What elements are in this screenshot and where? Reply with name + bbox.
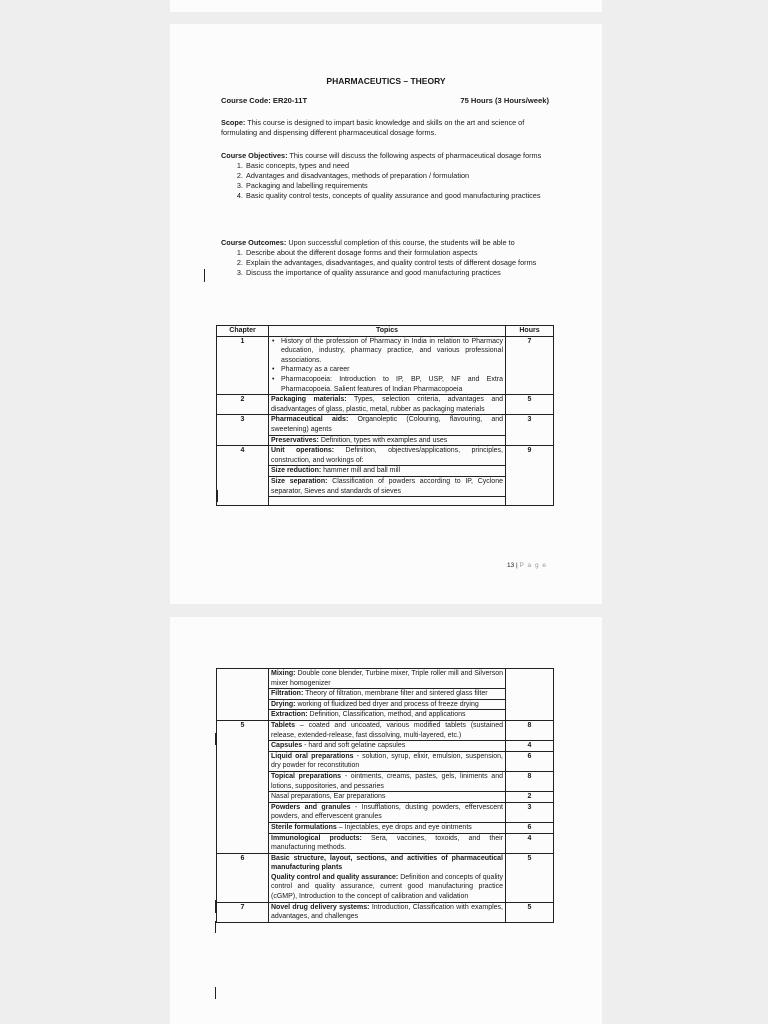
topic-text: Sera, vaccines, toxoids, and their manufacturing methods. <box>271 834 503 852</box>
topic-text: - hard and soft gelatine capsules <box>304 742 406 750</box>
hours-cell: 5 <box>506 853 554 902</box>
course-hours: 75 Hours (3 Hours/week) <box>460 96 549 105</box>
chapter-cell: 7 <box>217 902 269 922</box>
topic-text: Definition and concepts of quality control and quality assurance, current good manufacturing practice (cGMP), Introduction to the concept of calibration and validation <box>271 873 503 901</box>
topic-text: - Insufflations, dusting powders, effervescent powders, and effervescent granules <box>271 803 504 821</box>
hours-cell: 6 <box>506 751 554 771</box>
topics-cell <box>269 720 506 740</box>
hours-cell: 8 <box>506 720 554 740</box>
topics-cell <box>269 822 506 833</box>
topics-cell <box>269 853 506 902</box>
topic-text: - ointments, creams, pastes, gels, liniments and lotions, suppositories, and pessaries <box>271 772 503 790</box>
course-code-row <box>221 96 549 105</box>
topic-label: Mixing: <box>271 670 296 677</box>
objective-item: 1. Basic concepts, types and need <box>245 161 551 171</box>
topic-text: Theory of filtration, membrane filter and sintered glass filter <box>305 690 488 698</box>
topic-text: Double cone blender, Turbine mixer, Triple roller mill and Silverson mixer homogenizer <box>271 670 504 687</box>
chapter-cell: 1 <box>217 336 269 395</box>
scope-paragraph <box>221 118 551 138</box>
course-code: Course Code: ER20-11T <box>221 96 308 105</box>
scope-label: Scope: <box>221 118 246 127</box>
topic-label: Preservatives: <box>271 436 319 444</box>
chapter-cell: 2 <box>217 395 269 415</box>
topics-cell <box>269 802 506 822</box>
hours-cell: 3 <box>506 415 554 446</box>
topic-text: - solution, syrup, elixir, emulsion, suspension, dry powder for reconstitution <box>271 752 503 770</box>
topic-label: Quality control and quality assurance: <box>271 873 399 881</box>
previous-page-edge <box>170 0 602 12</box>
page-number-value: 13 | <box>506 562 520 569</box>
syllabus-table-continued <box>216 668 554 923</box>
topic-bullet: • Pharmacy as a career <box>281 365 503 375</box>
topic-label: Capsules <box>271 742 303 750</box>
hours-cell <box>506 669 554 721</box>
page-word: P a g e <box>519 562 547 569</box>
topics-cell <box>269 476 506 496</box>
hours-cell: 2 <box>506 792 554 803</box>
table-row <box>217 395 554 415</box>
change-bar <box>215 987 216 999</box>
header-chapter: Chapter <box>217 326 269 337</box>
document-page-14 <box>170 617 602 1024</box>
topic-label: Extraction: <box>271 711 308 719</box>
table-row <box>217 720 554 740</box>
topics-cell-empty <box>269 497 506 506</box>
topics-cell <box>269 466 506 477</box>
outcome-item: 2. Explain the advantages, disadvantages, and quality control tests of different dosage forms <box>245 258 551 268</box>
topic-label: Basic structure, layout, sections, and activities of pharmaceutical manufacturing plants <box>271 854 503 872</box>
header-topics: Topics <box>269 326 506 337</box>
objectives-text: This course will discuss the following aspects of pharmaceutical dosage forms <box>289 151 542 160</box>
topics-cell <box>269 395 506 415</box>
topics-cell <box>269 751 506 771</box>
topic-label: Packaging materials: <box>271 396 347 404</box>
topic-label: Drying: <box>271 700 296 708</box>
document-page-13 <box>170 24 602 604</box>
table-row <box>217 902 554 922</box>
topic-text: Definition, Classification, method, and applications <box>309 711 466 719</box>
table-header-row <box>217 326 554 337</box>
objective-item: 3. Packaging and labelling requirements <box>245 181 551 191</box>
topics-cell <box>269 771 506 791</box>
topic-bullet: • Pharmacopoeia: Introduction to IP, BP, USP, NF and Extra Pharmacopoeia. Salient features of Indian Pharmacopoeia <box>281 375 503 394</box>
chapter-cell-continued <box>217 669 269 721</box>
objective-item: 2. Advantages and disadvantages, methods of preparation / formulation <box>245 171 551 181</box>
topics-cell <box>269 336 506 395</box>
hours-cell: 3 <box>506 802 554 822</box>
hours-cell: 8 <box>506 771 554 791</box>
topic-text: working of fluidized bed dryer and process of freeze drying <box>297 700 479 708</box>
topic-text: Nasal preparations, Ear preparations <box>271 793 386 801</box>
course-title: PHARMACEUTICS – THEORY <box>326 76 446 86</box>
topic-text: Definition, types with examples and uses <box>320 436 448 444</box>
topic-bullet: • History of the profession of Pharmacy in India in relation to Pharmacy education, industry, pharmacy practice, and various professional associations. <box>281 337 503 366</box>
hours-cell: 6 <box>506 822 554 833</box>
topic-label: Size separation: <box>271 477 328 485</box>
objectives-label: Course Objectives: <box>221 151 288 160</box>
topic-label: Immunological products: <box>271 834 362 842</box>
table-row <box>217 415 554 435</box>
outcome-item: 3. Discuss the importance of quality assurance and good manufacturing practices <box>245 268 551 278</box>
topic-label: Liquid oral preparations <box>271 752 354 760</box>
chapter-cell: 6 <box>217 853 269 902</box>
topics-cell <box>269 792 506 803</box>
header-hours: Hours <box>506 326 554 337</box>
hours-cell: 5 <box>506 395 554 415</box>
topic-label: Pharmaceutical aids: <box>271 416 349 424</box>
outcomes-text: Upon successful completion of this course, the students will be able to <box>288 238 515 247</box>
hours-cell: 7 <box>506 336 554 395</box>
topics-cell <box>269 699 506 710</box>
hours-cell: 4 <box>506 741 554 752</box>
topic-text: – Injectables, eye drops and eye ointments <box>338 823 472 831</box>
chapter-cell: 3 <box>217 415 269 446</box>
topic-label: Novel drug delivery systems: <box>271 903 370 911</box>
hours-cell: 5 <box>506 902 554 922</box>
topics-cell <box>269 833 506 853</box>
table-row <box>217 446 554 466</box>
objectives-section <box>221 151 551 201</box>
topic-text: Organoleptic (Colouring, flavouring, and sweetening) agents <box>271 416 503 433</box>
hours-cell: 9 <box>506 446 554 506</box>
change-bar <box>204 269 205 282</box>
outcomes-label: Course Outcomes: <box>221 238 287 247</box>
objective-item: 4. Basic quality control tests, concepts of quality assurance and good manufacturing practices <box>245 191 551 201</box>
topic-label: Topical preparations <box>271 772 342 780</box>
scope-text: This course is designed to impart basic knowledge and skills on the art and science of formulating and dispensing different pharmaceutical dosage forms. <box>221 118 525 137</box>
topics-cell <box>269 710 506 721</box>
topic-label: Unit operations: <box>271 447 335 455</box>
topic-text: Introduction, Classification with examples, advantages, and challenges <box>271 903 504 921</box>
table-row <box>217 336 554 395</box>
topic-text: Definition, objectives/applications, principles, construction, and workings of: <box>271 447 503 464</box>
topics-cell <box>269 415 506 435</box>
page-number <box>507 562 547 569</box>
chapter-cell: 4 <box>217 446 269 506</box>
chapter-cell: 5 <box>217 720 269 853</box>
objectives-list <box>221 161 551 201</box>
topics-cell <box>269 902 506 922</box>
topics-cell <box>269 435 506 446</box>
topic-text: hammer mill and ball mill <box>323 467 401 475</box>
topic-text: Types, selection criteria, advantages and disadvantages of glass, plastic, metal, rubber as packaging materials <box>271 396 503 413</box>
syllabus-table <box>216 325 554 506</box>
outcome-item: 1. Describe about the different dosage forms and their formulation aspects <box>245 248 551 258</box>
table-row <box>217 669 554 689</box>
topic-label: Tablets <box>271 721 295 729</box>
outcomes-list <box>221 248 551 278</box>
topics-cell <box>269 669 506 689</box>
outcomes-section <box>221 238 551 278</box>
topic-label: Filtration: <box>271 690 304 698</box>
topic-label: Powders and granules <box>271 803 351 811</box>
topic-label: Size reduction: <box>271 467 322 475</box>
topic-text: Classification of powders according to IP, Cyclone separator, Sieves and standards of sieves <box>271 477 503 495</box>
topic-label: Sterile formulations <box>271 823 337 831</box>
topics-cell <box>269 741 506 752</box>
topics-cell <box>269 689 506 700</box>
table-row <box>217 853 554 902</box>
hours-cell: 4 <box>506 833 554 853</box>
topic-text: – coated and uncoated, various modified tablets (sustained release, extended-release, fast dissolving, multi-layered, etc.) <box>271 721 503 739</box>
topics-cell <box>269 446 506 466</box>
